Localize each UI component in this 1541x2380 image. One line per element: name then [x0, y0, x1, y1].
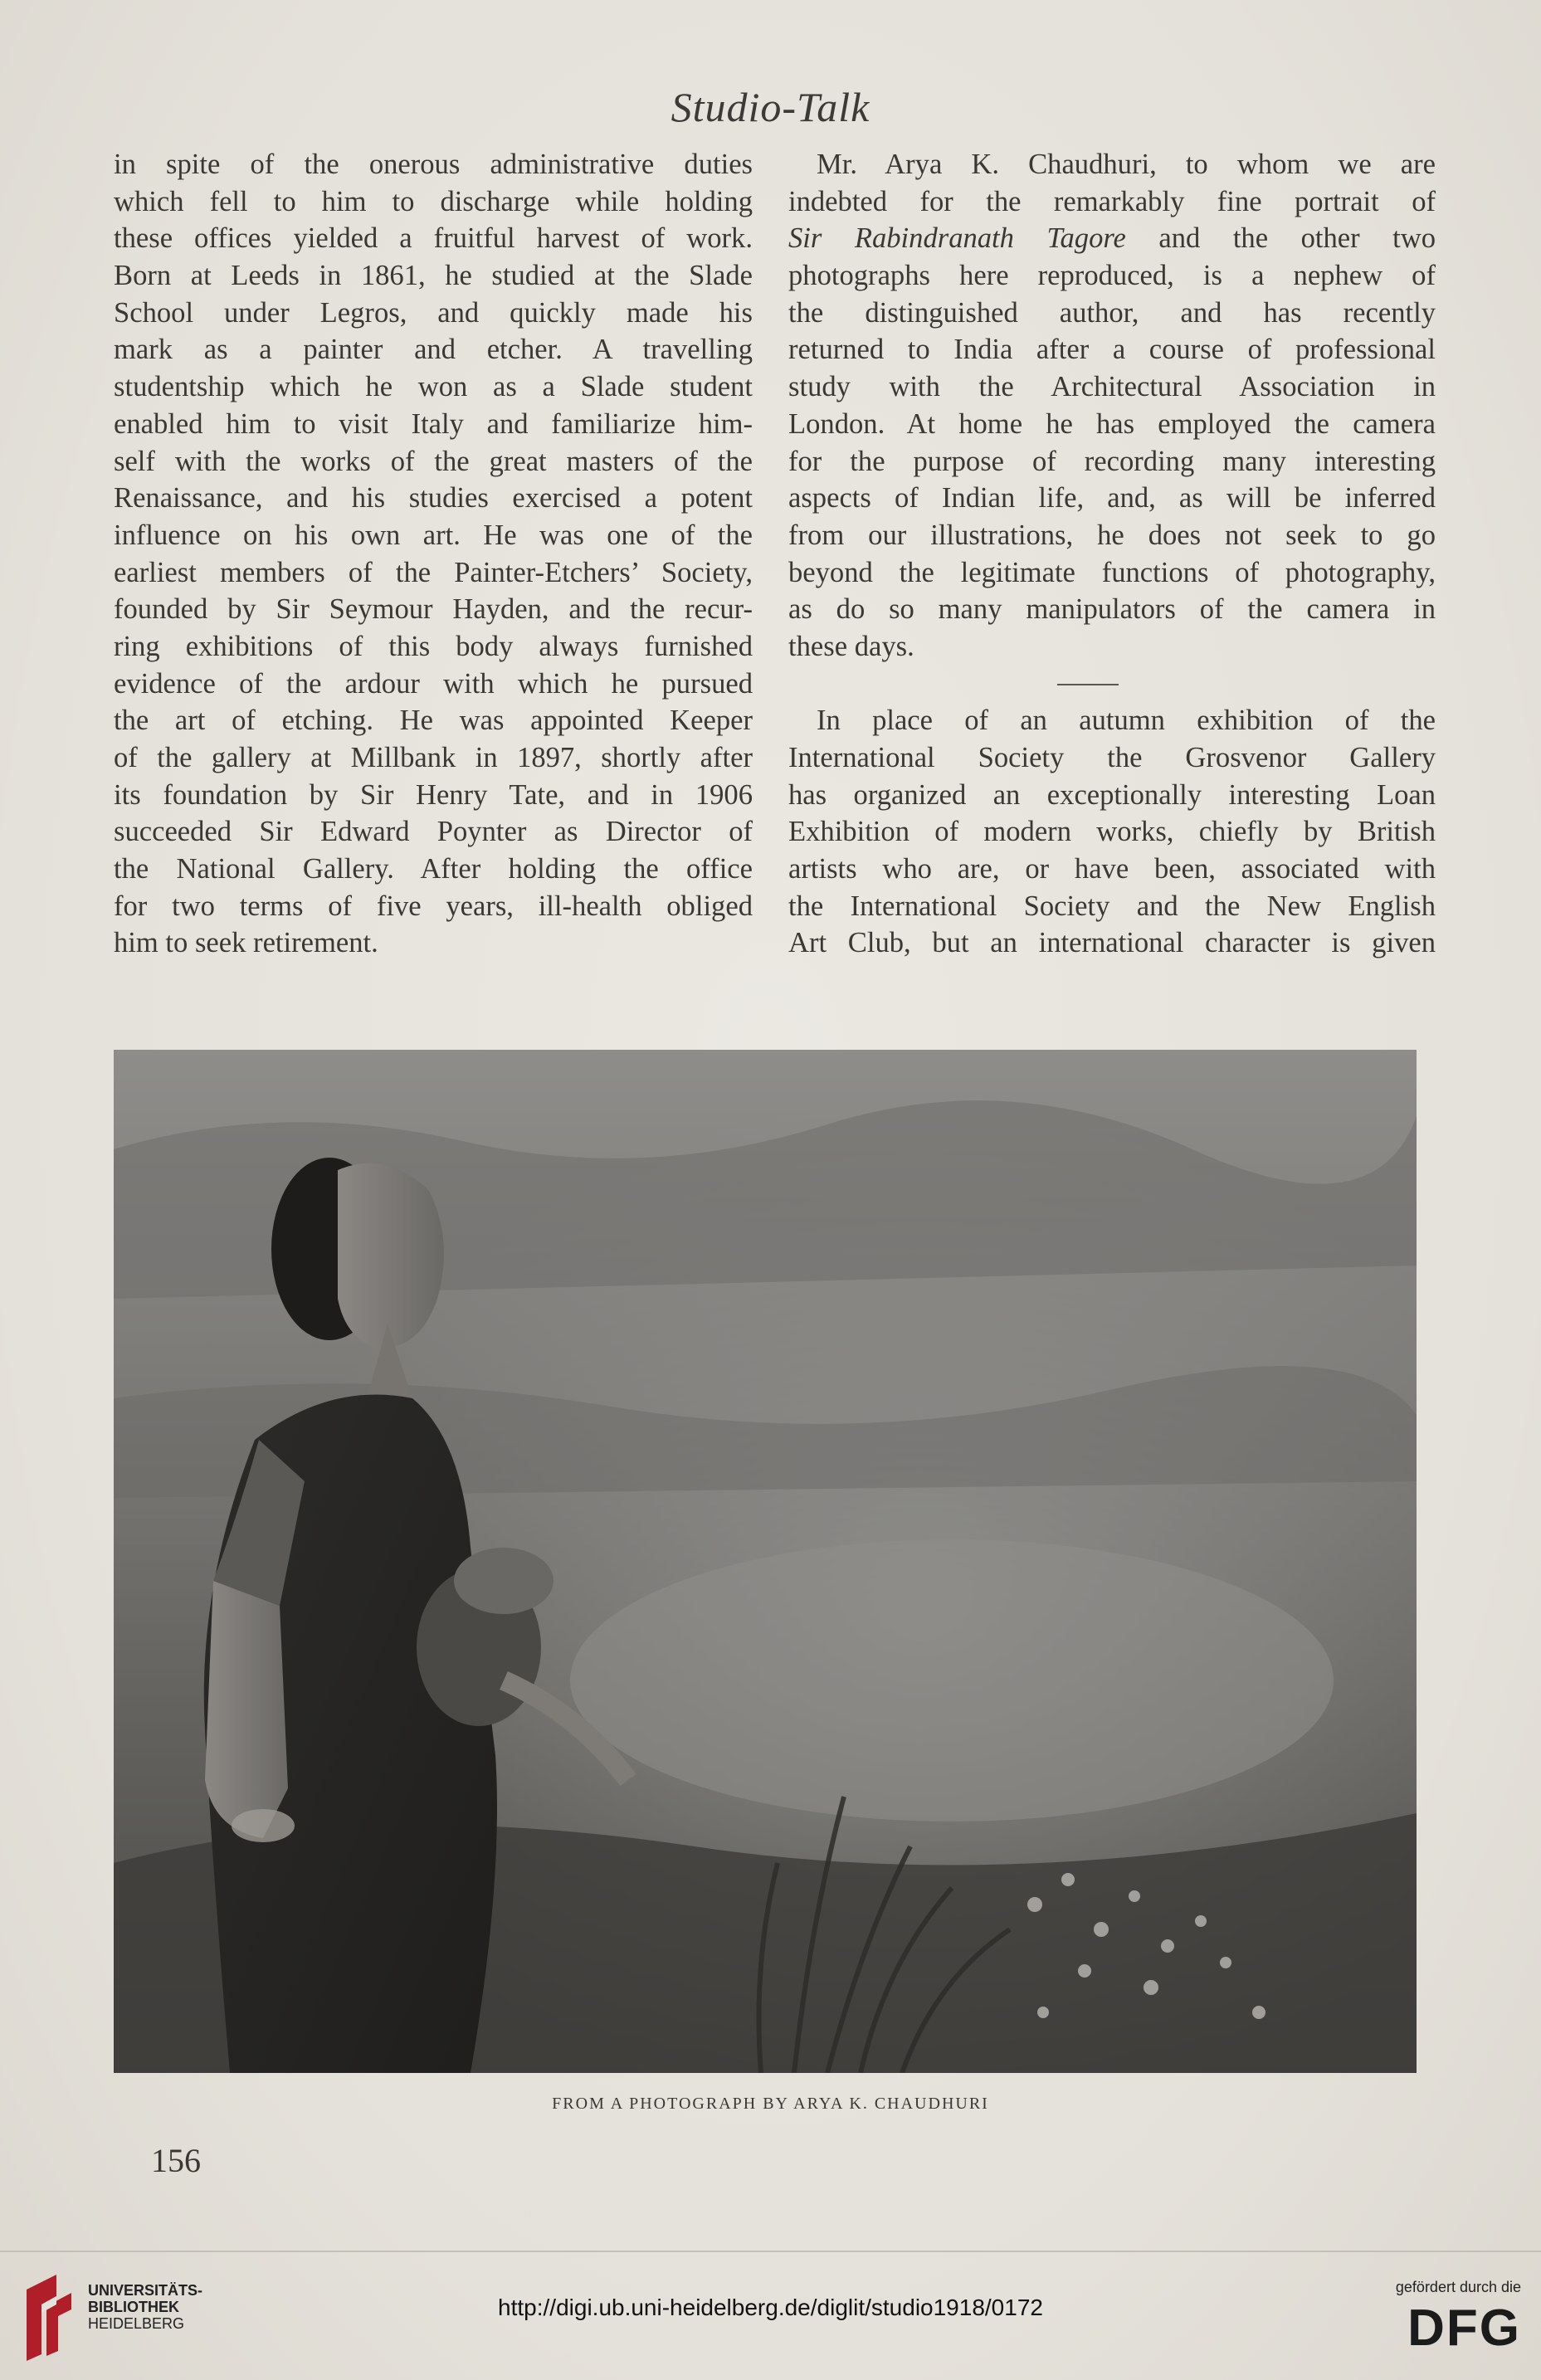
text-line: enabled him to visit Italy and familiarize him-: [114, 407, 753, 440]
text-line: ring exhibitions of this body always furnished: [114, 630, 753, 662]
text-line: its foundation by Sir Henry Tate, and in 1906: [114, 778, 753, 811]
text-line: aspects of Indian life, and, as will be inferred: [788, 482, 1436, 515]
text-line: the International Society and the New English: [788, 890, 1436, 922]
text-line: Exhibition of modern works, chiefly by British: [788, 816, 1436, 848]
library-name-line: BIBLIOTHEK: [88, 2299, 179, 2315]
figure-caption: FROM A PHOTOGRAPH BY ARYA K. CHAUDHURI: [552, 2095, 989, 2113]
text-line: influence on his own art. He was one of the: [114, 519, 753, 551]
text-line: evidence of the ardour with which he pursued: [114, 667, 753, 700]
text-line: [788, 220, 1436, 257]
text-line: beyond the legitimate functions of photography,: [788, 556, 1436, 588]
photograph-illustration: [114, 1050, 1417, 2073]
text-line: founded by Sir Seymour Hayden, and the recur-: [114, 593, 753, 626]
photograph-figure: [114, 1050, 1417, 2073]
text-line: photographs here reproduced, is a nephew of: [788, 260, 1436, 292]
text-line: self with the works of the great masters of the: [114, 445, 753, 477]
text-line: returned to India after a course of professional: [788, 334, 1436, 366]
text-line: the National Gallery. After holding the office: [114, 853, 753, 885]
text-line: succeeded Sir Edward Poynter as Director of: [114, 816, 753, 848]
text-line: indebted for the remarkably fine portrait of: [788, 185, 1436, 217]
text-line: Mr. Arya K. Chaudhuri, to whom we are: [817, 149, 1436, 180]
text-line: has organized an exceptionally interesting Loan: [788, 778, 1436, 811]
text-line: these days.: [788, 630, 914, 662]
text-line: International Society the Grosvenor Gallery: [788, 742, 1436, 773]
text-line: Renaissance, and his studies exercised a potent: [114, 482, 753, 515]
text-line: earliest members of the Painter-Etchers’ Society,: [114, 556, 753, 588]
footer-divider: [0, 2251, 1541, 2252]
text-line: for two terms of five years, ill-health obliged: [114, 890, 753, 922]
text-line: studentship which he won as a Slade student: [114, 371, 753, 403]
text-line: him to seek retirement.: [114, 927, 378, 959]
text-line: of the gallery at Millbank in 1897, shortly after: [114, 742, 753, 773]
library-name-line: HEIDELBERG: [88, 2315, 185, 2332]
text-line: London. At home he has employed the camera: [788, 407, 1436, 440]
text-line: Art Club, but an international character is given: [788, 927, 1436, 959]
text-line: Born at Leeds in 1861, he studied at the Slade: [114, 260, 753, 292]
text-line: In place of an autumn exhibition of the: [817, 705, 1436, 737]
library-name-line: UNIVERSITÄTS-: [88, 2282, 203, 2299]
text-line: the art of etching. He was appointed Keeper: [114, 705, 753, 737]
text-line: which fell to him to discharge while holding: [114, 185, 753, 217]
text-line: as do so many manipulators of the camera in: [788, 593, 1436, 626]
page-number: 156: [151, 2142, 201, 2179]
text-line: these offices yielded a fruitful harvest of work.: [114, 222, 753, 255]
right-column: [788, 146, 1436, 962]
text-line: artists who are, or have been, associated with: [788, 853, 1436, 885]
text-line: the distinguished author, and has recently: [788, 296, 1436, 329]
text-line: from our illustrations, he does not seek to go: [788, 519, 1436, 551]
running-head: Studio-Talk: [671, 84, 870, 130]
text-line: in spite of the onerous administrative duties: [114, 149, 753, 180]
text-line: mark as a painter and etcher. A travelling: [114, 334, 753, 366]
source-url-link[interactable]: http://digi.ub.uni-heidelberg.de/diglit/studio1918/0172: [498, 2295, 1043, 2320]
funding-note: gefördert durch die: [1395, 2279, 1521, 2295]
section-divider: [788, 666, 1436, 703]
text-line: School under Legros, and quickly made his: [114, 296, 753, 329]
text-fragment: and the other two: [1125, 222, 1436, 255]
italic-title: Sir Rabindranath Tagore: [788, 222, 1126, 255]
left-column: [114, 146, 753, 962]
dfg-logo: DFG: [1407, 2300, 1521, 2357]
text-line: study with the Architectural Association in: [788, 371, 1436, 403]
text-line: for the purpose of recording many interesting: [788, 445, 1436, 477]
